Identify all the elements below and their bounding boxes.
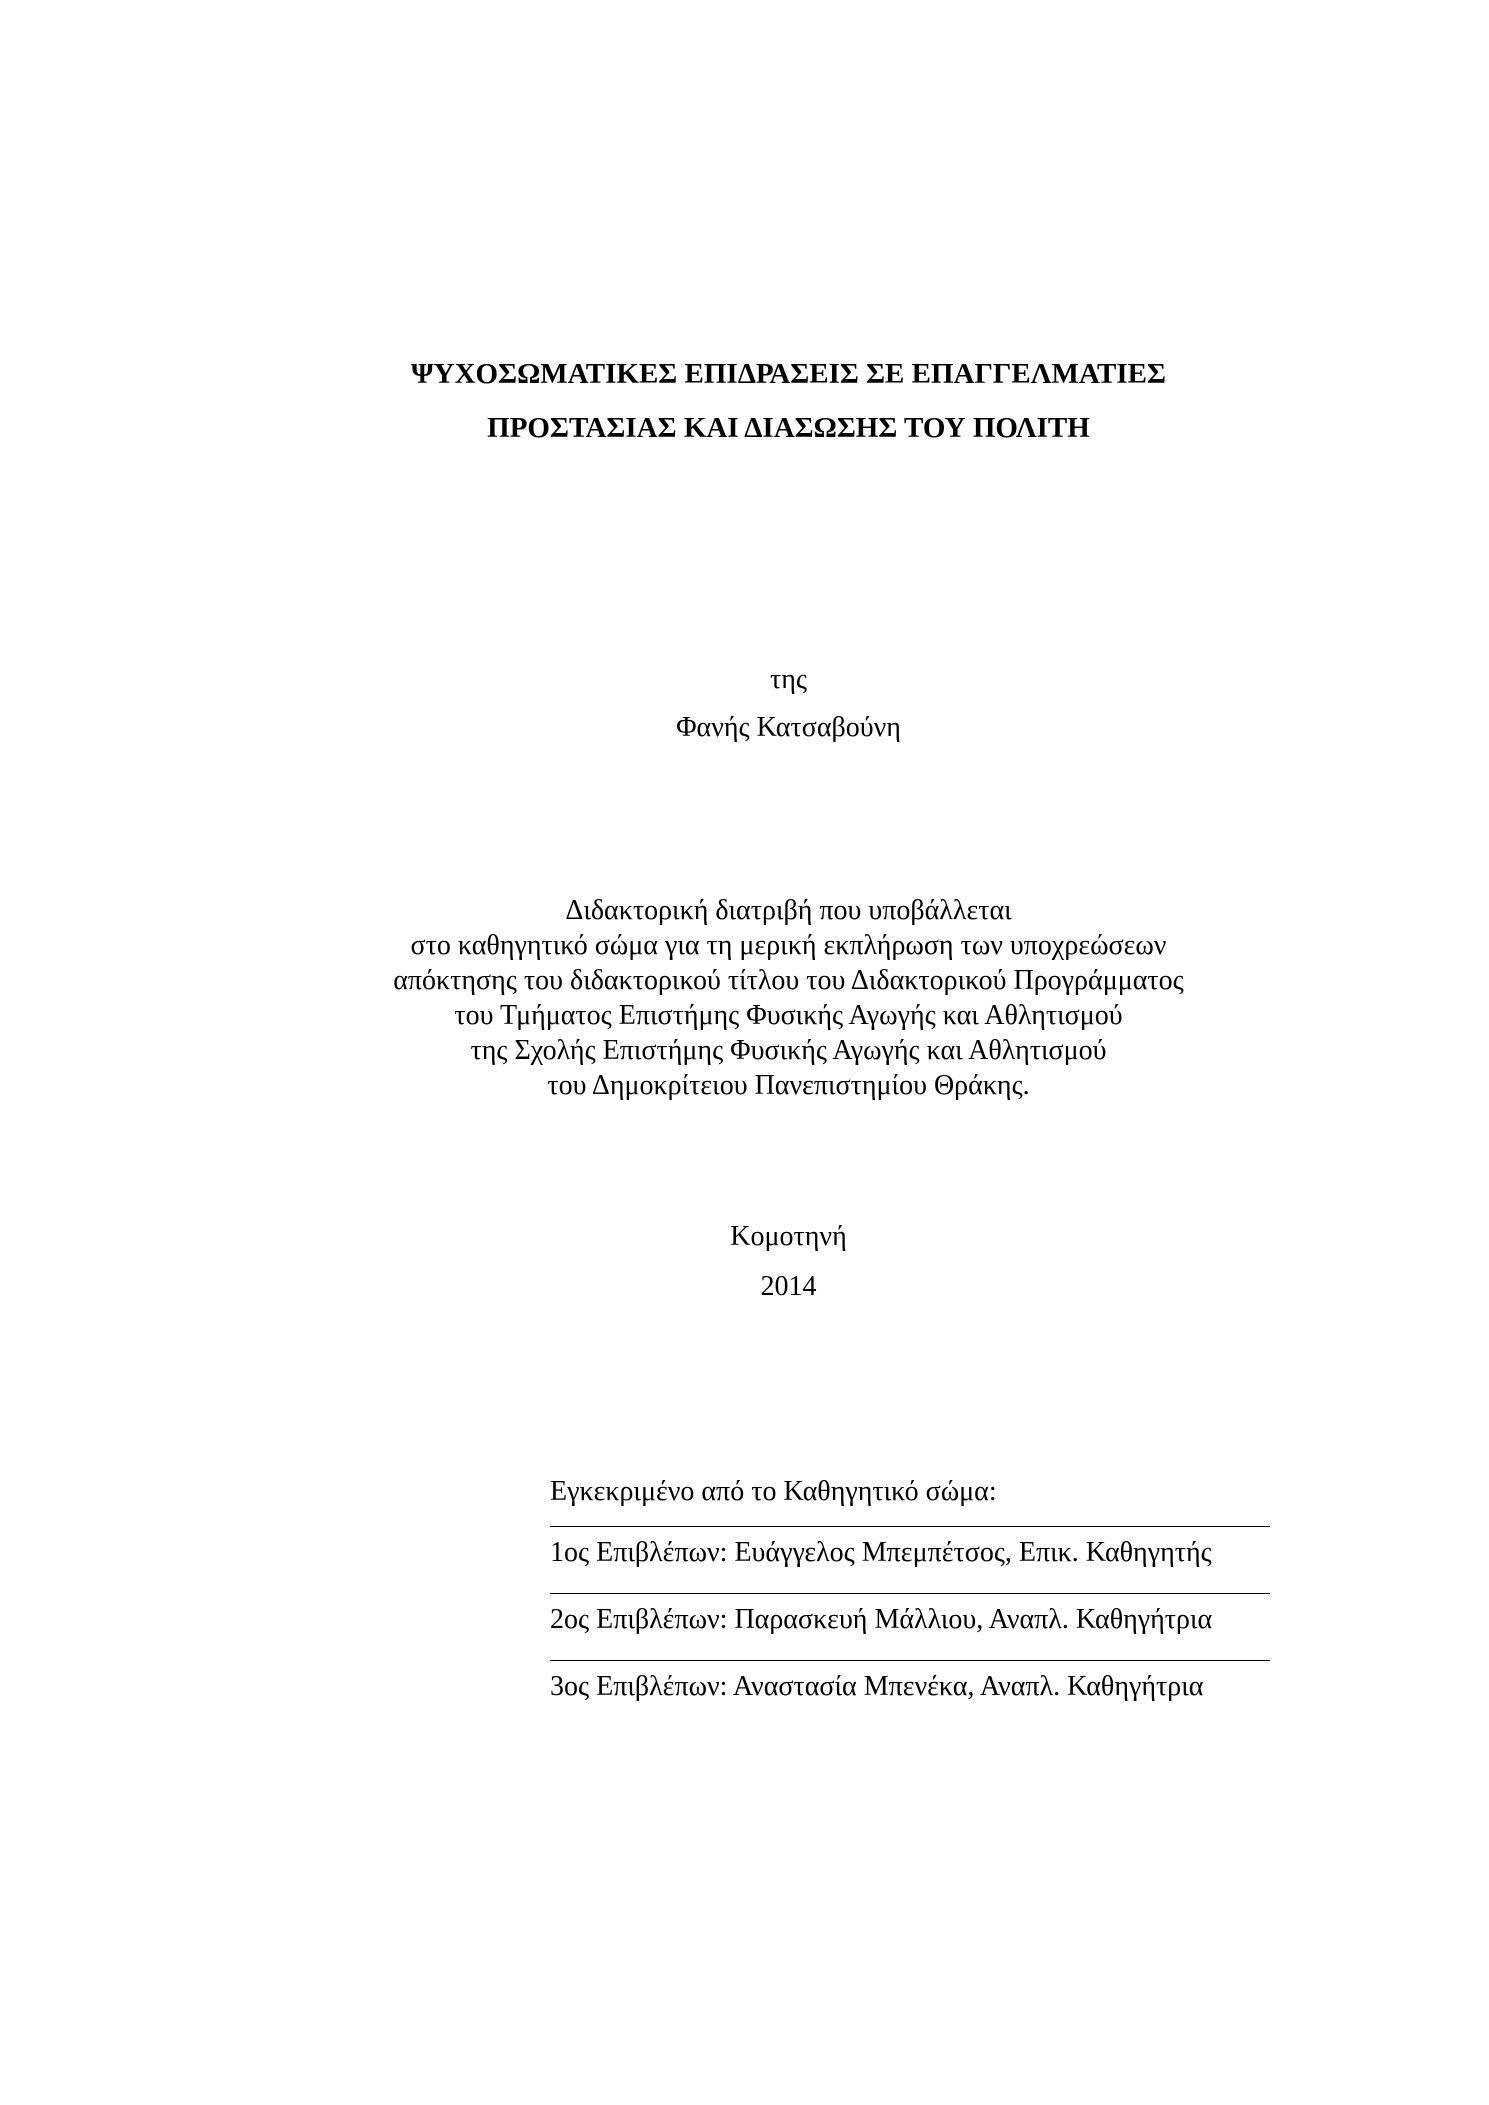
supervisor-1: 1ος Επιβλέπων: Ευάγγελος Μπεμπέτσος, Επικ. Καθηγητής bbox=[550, 1537, 1212, 1568]
statement-line: του Δημοκρίτειου Πανεπιστημίου Θράκης. bbox=[547, 1070, 1030, 1101]
thesis-title-line-1: ΨΥΧΟΣΩΜΑΤΙΚΕΣ ΕΠΙΔΡΑΣΕΙΣ ΣΕ ΕΠΑΓΓΕΛΜΑΤΙΕΣ bbox=[411, 358, 1166, 390]
statement-line: της Σχολής Επιστήμης Φυσικής Αγωγής και Αθλητισμού bbox=[470, 1035, 1107, 1066]
author-name: Φανής Κατσαβούνη bbox=[676, 712, 901, 743]
approval-heading: Εγκεκριμένο από το Καθηγητικό σώμα: bbox=[550, 1476, 997, 1507]
statement-line: Διδακτορική διατριβή που υποβάλλεται bbox=[565, 895, 1012, 926]
thesis-title bbox=[0, 347, 1489, 455]
submission-statement bbox=[0, 893, 1489, 1103]
statement-line: του Τμήματος Επιστήμης Φυσικής Αγωγής και Αθλητισμού bbox=[454, 1000, 1123, 1031]
place-and-year bbox=[0, 1212, 1489, 1312]
supervisor-3: 3ος Επιβλέπων: Αναστασία Μπενέκα, Αναπλ. Καθηγήτρια bbox=[550, 1671, 1204, 1702]
thesis-title-line-2: ΠΡΟΣΤΑΣΙΑΣ ΚΑΙ ΔΙΑΣΩΣΗΣ ΤΟΥ ΠΟΛΙΤΗ bbox=[487, 412, 1090, 444]
year: 2014 bbox=[760, 1271, 817, 1302]
statement-line: στο καθηγητικό σώμα για τη μερική εκπλήρωση των υποχρεώσεων bbox=[410, 930, 1167, 961]
approval-committee bbox=[550, 1468, 1270, 1713]
supervisor-2: 2ος Επιβλέπων: Παρασκευή Μάλλιου, Αναπλ. Καθηγήτρια bbox=[550, 1604, 1213, 1635]
author-preposition: της bbox=[770, 664, 807, 695]
city: Κομοτηνή bbox=[730, 1221, 847, 1252]
author-block bbox=[0, 656, 1489, 752]
statement-line: απόκτησης του διδακτορικού τίτλου του Διδακτορικού Προγράμματος bbox=[393, 965, 1184, 996]
